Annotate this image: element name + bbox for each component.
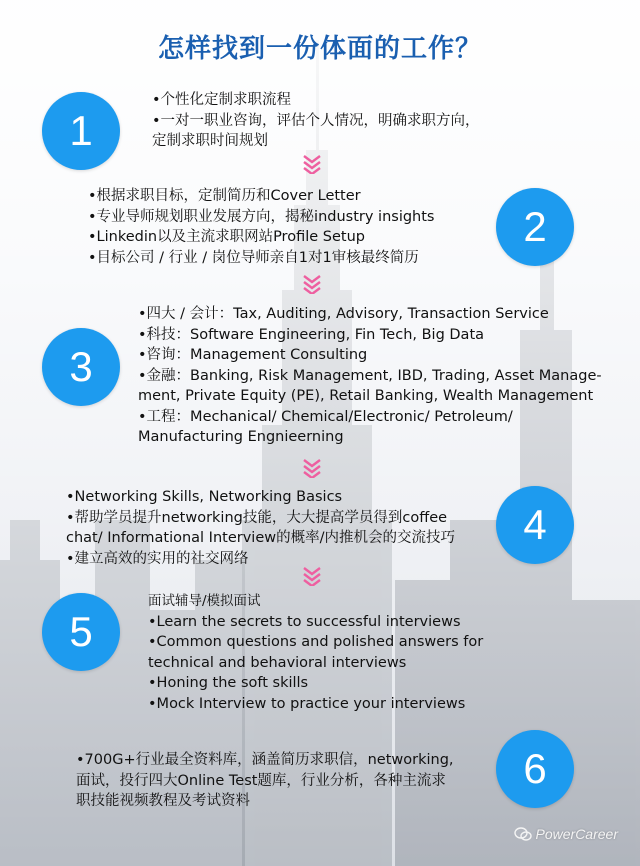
step-line: ment, Private Equity (PE), Retail Banking, Wealth Management (138, 388, 594, 404)
step-line: 面试辅导/模拟面试 (148, 593, 261, 609)
wechat-logo-icon (514, 827, 532, 841)
step-line: •Honing the soft skills (148, 675, 309, 691)
step-line: •Learn the secrets to successful interviews (148, 613, 461, 630)
step-line: •建立高效的实用的社交网络 (66, 550, 249, 567)
chevron-down-icon (302, 154, 322, 174)
page-title: 怎样找到一份体面的工作？ (157, 34, 482, 64)
step-line: chat/ Informational Interview的概率/内推机会的交流技巧 (66, 530, 455, 546)
step-line: Manufacturing Engnieerning (138, 429, 344, 445)
chevron-down-icon (302, 458, 322, 478)
step-1-text (152, 90, 480, 152)
step-line: •帮助学员提升networking技能，大大提高学员得到coffee (66, 509, 448, 526)
step-5-text (148, 591, 483, 714)
step-line: •目标公司 / 行业 / 岗位导师亲自1对1审核最终简历 (88, 249, 419, 266)
step-line: •四大 / 会计：Tax, Auditing, Advisory, Transaction Service (138, 306, 549, 322)
step-1-number-circle (42, 92, 120, 170)
step-6-text (76, 750, 454, 812)
chevron-down-icon (302, 274, 322, 294)
step-4-text (66, 487, 455, 569)
step-2-number-circle (496, 188, 574, 266)
step-number: 1 (69, 107, 93, 154)
step-line: •咨询：Management Consulting (138, 347, 368, 363)
watermark (514, 826, 618, 842)
step-line: •一对一职业咨询，评估个人情况，明确求职方向， (152, 112, 480, 129)
step-3-number-circle (42, 328, 120, 406)
step-4-number-circle (496, 486, 574, 564)
step-line: •Mock Interview to practice your interviews (148, 695, 466, 712)
step-line: •Networking Skills, Networking Basics (66, 489, 343, 505)
step-line: 职技能视频教程及考试资料 (76, 793, 250, 809)
step-line: 面试，投行四大Online Test题库，行业分析，各种主流求 (76, 772, 446, 789)
step-line: •个性化定制求职流程 (152, 92, 292, 108)
step-2-text (88, 186, 435, 268)
step-number: 5 (69, 608, 93, 655)
step-line: technical and behavioral interviews (148, 654, 407, 671)
chevron-down-icon (302, 566, 322, 586)
step-line: •工程：Mechanical/ Chemical/Electronic/ Petroleum/ (138, 408, 513, 425)
step-line: •科技：Software Engineering, Fin Tech, Big Data (138, 326, 485, 343)
step-number: 2 (523, 203, 547, 250)
step-number: 4 (523, 501, 547, 548)
step-line: •Linkedin以及主流求职网站Profile Setup (88, 229, 365, 245)
watermark-text: PowerCareer (535, 826, 618, 842)
step-line: •Common questions and polished answers for (148, 634, 484, 650)
step-line: 定制求职时间规划 (152, 133, 268, 149)
step-5-number-circle (42, 593, 120, 671)
step-line: •根据求职目标，定制简历和Cover Letter (88, 188, 361, 204)
step-6-number-circle (496, 730, 574, 808)
step-line: •金融：Banking, Risk Management, IBD, Trading, Asset Manage- (138, 367, 602, 384)
step-3-text (138, 304, 602, 448)
step-number: 6 (523, 745, 547, 792)
step-line: •专业导师规划职业发展方向，揭秘industry insights (88, 208, 435, 225)
step-line: •700G+行业最全资料库，涵盖简历求职信，networking, (76, 752, 454, 768)
step-number: 3 (69, 343, 93, 390)
